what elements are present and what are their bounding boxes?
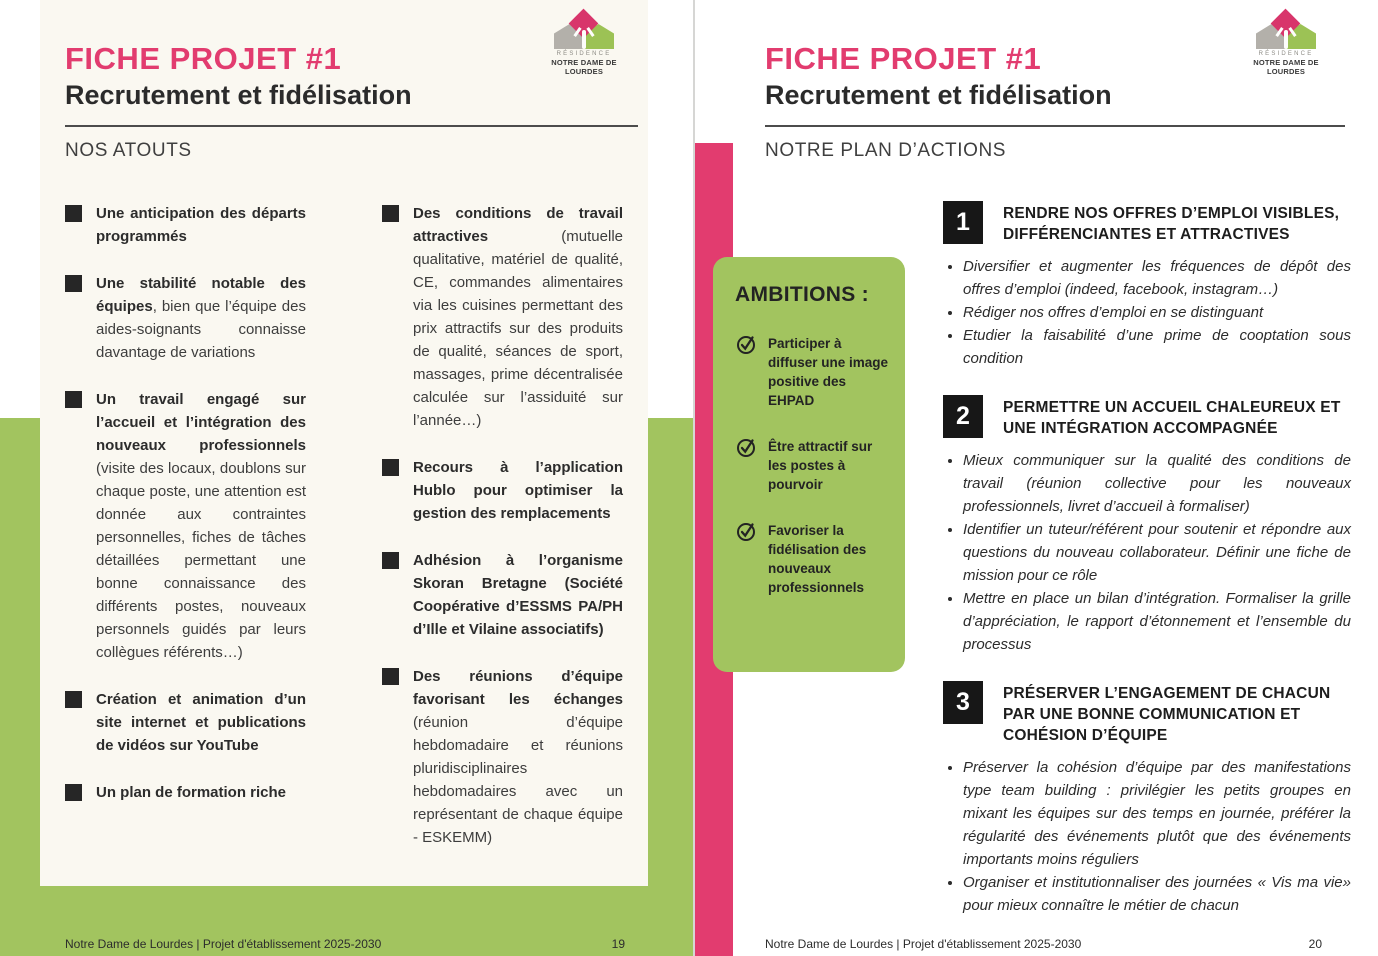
checklist-item — [382, 665, 623, 849]
item-text — [413, 202, 623, 432]
page-number: 20 — [1308, 937, 1322, 951]
item-text — [96, 272, 306, 364]
page-number: 19 — [611, 937, 625, 951]
item-bold-text: Création et animation d’un site internet et publications de vidéos sur YouTube — [96, 691, 306, 754]
item-text — [413, 665, 623, 849]
checklist-item — [382, 202, 623, 432]
checkbox-icon — [65, 391, 82, 408]
action-title: PERMETTRE UN ACCUEIL CHALEUREUX ET UNE INTÉGRATION ACCOMPAGNÉE — [1003, 399, 1341, 437]
item-text — [96, 781, 286, 804]
item-text — [413, 456, 623, 525]
page-title: FICHE PROJET #1 — [65, 41, 342, 76]
ambitions-heading: AMBITIONS : — [735, 283, 869, 306]
item-rest-text: (visite des locaux, doublons sur chaque poste, une attention est donnée aux contraintes personnelles, fiches de tâches détaillées permettant une bonne connaissance des différents postes, nouveaux personnels guidés par leurs collègues référents…) — [96, 460, 306, 661]
ambition-text: Être attractif sur les postes à pourvoir — [768, 439, 873, 492]
checklist-column-2 — [382, 202, 623, 873]
circle-check-icon — [735, 333, 757, 355]
ambition-item — [735, 521, 889, 597]
action-bullet-list — [943, 756, 1351, 917]
ambitions-box — [713, 257, 905, 672]
item-text — [96, 202, 306, 248]
action-number-badge: 2 — [943, 395, 983, 438]
checklist-item — [65, 688, 306, 757]
action-bullet-list — [943, 449, 1351, 656]
item-rest-text: (réunion d’équipe hebdomadaire et réunions pluridisciplinaires hebdomadaires avec un représentant de chaque équipe - ESKEMM) — [413, 714, 623, 846]
item-bold-text: Un plan de formation riche — [96, 784, 287, 801]
header-rule — [65, 125, 638, 127]
checklist-item — [382, 549, 623, 641]
page-title: FICHE PROJET #1 — [765, 41, 1042, 76]
tree-trunk-icon — [582, 30, 586, 49]
checklist-item — [65, 781, 306, 804]
item-text — [96, 388, 306, 664]
circle-check-icon — [735, 520, 757, 542]
page-subtitle: Recrutement et fidélisation — [65, 80, 412, 110]
checkbox-icon — [382, 459, 399, 476]
ambition-text: Participer à diffuser une image positive des EHPAD — [768, 336, 889, 408]
section-label: NOS ATOUTS — [65, 140, 192, 161]
logo-art-icon — [1240, 12, 1332, 50]
item-rest-text: (mutuelle qualitative, matériel de qualité, CE, commandes alimentaires via les cuisines permettant des prix attractifs sur des produits de qualité, séances de sport, massages, prime décentralisée calculée sur l’assiduité sur l’année…) — [413, 228, 623, 429]
action-number-badge: 1 — [943, 201, 983, 244]
checkbox-icon — [382, 668, 399, 685]
item-rest-text: , bien que l’équipe des aides-soignants connaisse davantage de variations — [96, 298, 306, 361]
residence-logo — [1240, 12, 1332, 76]
logo-text-name: NOTRE DAME DE LOURDES — [1253, 58, 1319, 76]
footer-text: Notre Dame de Lourdes | Projet d'établissement 2025-2030 — [765, 937, 1082, 951]
ambition-text: Favoriser la fidélisation des nouveaux professionnels — [768, 523, 867, 595]
action-title: RENDRE NOS OFFRES D’EMPLOI VISIBLES, DIFFÉRENCIANTES ET ATTRACTIVES — [1003, 205, 1340, 243]
item-bold-text: Un travail engagé sur l’accueil et l’intégration des nouveaux professionnels — [96, 391, 306, 454]
checkbox-icon — [382, 205, 399, 222]
action-header — [943, 395, 1351, 439]
action-bullet: • Diversifier et augmenter les fréquences de dépôt des offres d’emploi (indeed, facebook, instagram…) — [963, 255, 1351, 301]
residence-logo — [538, 12, 630, 76]
item-text — [413, 549, 623, 641]
action-bullet: • Identifier un tuteur/référent pour soutenir et répondre aux questions du nouveau collaborateur. Définir une fiche de mission pour ce rôle — [963, 518, 1351, 587]
checklist-item — [382, 456, 623, 525]
checkbox-icon — [65, 205, 82, 222]
checklist-column-1 — [65, 202, 306, 873]
item-bold-text: Des réunions d’équipe favorisant les échanges — [413, 668, 623, 708]
ambition-item — [735, 334, 889, 410]
action-header — [943, 201, 1351, 245]
item-bold-text: Des conditions de travail attractives — [413, 205, 623, 245]
action-plan — [943, 201, 1351, 917]
footer-text: Notre Dame de Lourdes | Projet d'établissement 2025-2030 — [65, 937, 382, 951]
logo-art-icon — [538, 12, 630, 50]
checkbox-icon — [382, 552, 399, 569]
checklist-item — [65, 202, 306, 248]
circle-check-icon — [735, 436, 757, 458]
action-title: PRÉSERVER L’ENGAGEMENT DE CHACUN PAR UNE BONNE COMMUNICATION ET COHÉSION D’ÉQUIPE — [1003, 685, 1331, 744]
checkbox-icon — [65, 275, 82, 292]
ambition-item — [735, 437, 889, 494]
action-number-badge: 3 — [943, 681, 983, 724]
header-rule — [765, 125, 1345, 127]
action-section-2 — [943, 395, 1351, 656]
action-bullet-list — [943, 255, 1351, 370]
action-bullet: • Préserver la cohésion d’équipe par des manifestations type team building : privilégier les petits groupes en mixant les équipes sur des temps en journée, préférer la régularité des événements plutôt que des événements importants moins réguliers — [963, 756, 1351, 871]
action-bullet: • Mieux communiquer sur la qualité des conditions de travail (réunion collective pour les nouveaux professionnels, livret d’accueil à formaliser) — [963, 449, 1351, 518]
logo-text-residence: RÉSIDENCE — [1258, 51, 1314, 57]
item-bold-text: Adhésion à l’organisme Skoran Bretagne (Société Coopérative d’ESSMS PA/PH d’Ille et Vilaine associatifs) — [413, 552, 623, 638]
section-label: NOTRE PLAN D’ACTIONS — [765, 140, 1007, 161]
footer-left — [65, 937, 625, 951]
action-bullet: • Organiser et institutionnaliser des journées « Vis ma vie» pour mieux connaître le métier de chacun — [963, 871, 1351, 917]
footer-right — [765, 937, 1322, 951]
checkbox-icon — [65, 784, 82, 801]
action-section-3 — [943, 681, 1351, 917]
logo-text-name: NOTRE DAME DE LOURDES — [551, 58, 617, 76]
checklist-item — [65, 388, 306, 664]
item-bold-text: Recours à l’application Hublo pour optimiser la gestion des remplacements — [413, 459, 623, 522]
card-inner — [40, 0, 648, 873]
action-bullet: • Rédiger nos offres d’emploi en se distinguant — [963, 301, 1351, 324]
item-text — [96, 688, 306, 757]
page-subtitle: Recrutement et fidélisation — [765, 80, 1112, 110]
item-bold-text: Une stabilité notable des équipes — [96, 275, 306, 315]
tree-trunk-icon — [1284, 30, 1288, 49]
logo-text-residence: RÉSIDENCE — [556, 51, 612, 57]
action-bullet: • Mettre en place un bilan d’intégration. Formaliser la grille d’appréciation, le rapport d’étonnement et l’ensemble du processus — [963, 587, 1351, 656]
page-right — [695, 0, 1378, 956]
checkbox-icon — [65, 691, 82, 708]
content-card — [40, 0, 648, 886]
checklist-item — [65, 272, 306, 364]
action-section-1 — [943, 201, 1351, 370]
item-bold-text: Une anticipation des départs programmés — [96, 205, 306, 245]
action-header — [943, 681, 1351, 746]
action-bullet: • Etudier la faisabilité d’une prime de cooptation sous condition — [963, 324, 1351, 370]
checklist-columns — [65, 202, 638, 873]
